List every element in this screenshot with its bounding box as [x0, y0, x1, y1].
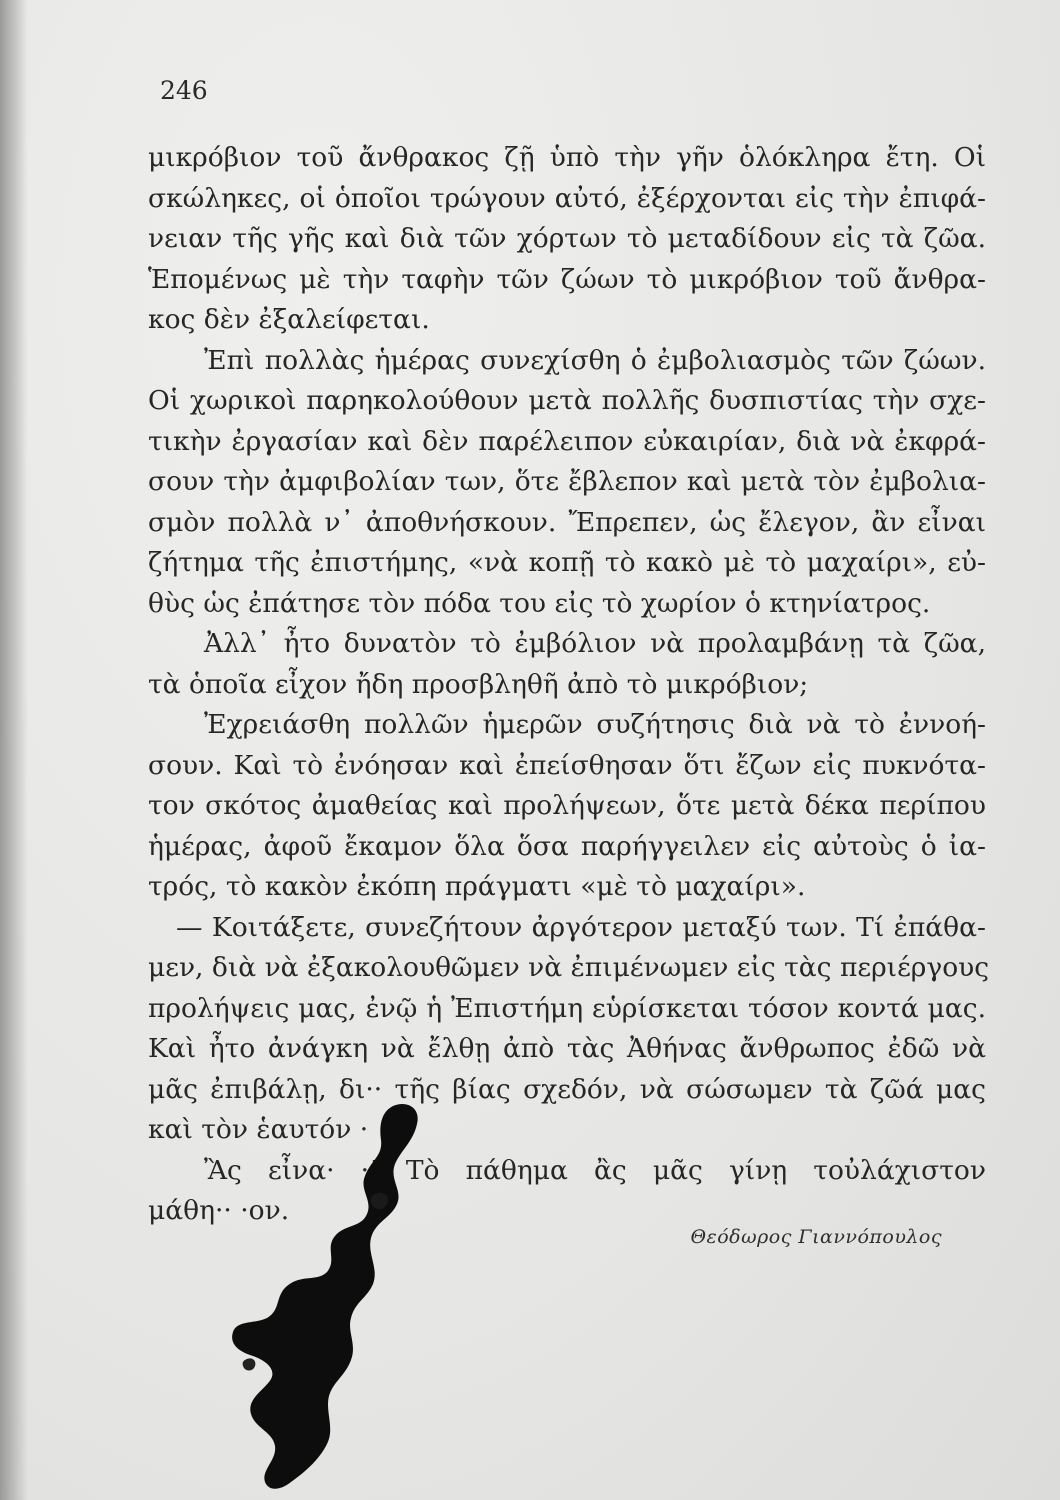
text-line: θὺς ὡς ἐπάτησε τὸν πόδα του εἰς τὸ χωρίον ὁ κτηνίατρος.	[148, 587, 931, 619]
text-line: μάθη·· ·ον.	[148, 1195, 290, 1226]
text-line: μεν, διὰ νὰ ἐξακολουθῶμεν νὰ ἐπιμένωμεν εἰς τὰς περιέργους	[148, 952, 990, 983]
body-text	[148, 138, 990, 1232]
text-line: Ἑπομένως μὲ τὴν ταφὴν τῶν ζώων τὸ μικρόβιον τοῦ ἄνθρα-	[148, 263, 986, 295]
text-line: Ἀλλ᾿ ἦτο δυνατὸν τὸ ἐμβόλιον νὰ προλαμβάνῃ τὰ ζῶα,	[204, 628, 986, 659]
text-line: κος δὲν ἐξαλείφεται.	[148, 304, 430, 335]
text-line: τον σκότος ἀμαθείας καὶ προλήψεων, ὅτε μετὰ δέκα περίπου	[148, 790, 986, 821]
text-line: προλήψεις μας, ἐνῷ ἡ Ἐπιστήμη εὑρίσκεται τόσον κοντά μας.	[148, 992, 986, 1024]
text-line: Ἂς εἶνα· ·! Τὸ πάθημα ἂς μᾶς γίνῃ τοὐλάχιστον	[204, 1154, 986, 1186]
text-line: σμὸν πολλὰ ν᾿ ἀποθνήσκουν. Ἔπρεπεν, ὡς ἔλεγον, ἂν εἶναι	[148, 506, 986, 538]
text-line: Ἐπὶ πολλὰς ἡμέρας συνεχίσθη ὁ ἐμβολιασμὸς τῶν ζώων.	[204, 344, 986, 376]
text-line: ζήτημα τῆς ἐπιστήμης, «νὰ κοπῇ τὸ κακὸ μὲ τὸ μαχαίρι», εὐ-	[148, 547, 986, 578]
text-line: Οἱ χωρικοὶ παρηκολούθουν μετὰ πολλῆς δυσπιστίας τὴν σχε-	[148, 385, 986, 416]
text-line: μικρόβιον τοῦ ἄνθρακος ζῇ ὑπὸ τὴν γῆν ὁλόκληρα ἔτη. Οἱ	[148, 142, 986, 173]
text-line: Καὶ ἦτο ἀνάγκη νὰ ἔλθῃ ἀπὸ τὰς Ἀθήνας ἄνθρωπος ἐδῶ νὰ	[148, 1033, 986, 1064]
ink-stain	[225, 1098, 435, 1498]
text-line: ἡμέρας, ἀφοῦ ἔκαμον ὅλα ὅσα παρήγγειλεν εἰς αὐτοὺς ὁ ἰα-	[148, 830, 986, 862]
text-line: τρός, τὸ κακὸν ἐκόπη πράγματι «μὲ τὸ μαχαίρι».	[148, 871, 806, 902]
author-signature: Θεόδωρος Γιαννόπουλος	[690, 1226, 942, 1248]
text-line: τὰ ὁποῖα εἶχον ἤδη προσβληθῆ ἀπὸ τὸ μικρόβιον;	[148, 668, 809, 700]
page-number: 246	[160, 76, 208, 105]
text-line: Ἐχρειάσθη πολλῶν ἡμερῶν συζήτησις διὰ νὰ τὸ ἐννοή-	[204, 709, 986, 740]
text-line: νειαν τῆς γῆς καὶ διὰ τῶν χόρτων τὸ μεταδίδουν εἰς τὰ ζῶα.	[148, 223, 986, 254]
text-line: μᾶς ἐπιβάλῃ, δι·· τῆς βίας σχεδόν, νὰ σώσωμεν τὰ ζῶά μας	[148, 1073, 986, 1105]
text-line: σουν τὴν ἀμφιβολίαν των, ὅτε ἔβλεπον καὶ μετὰ τὸν ἐμβολια-	[148, 466, 986, 497]
text-line: σκώληκες, οἱ ὁποῖοι τρώγουν αὐτό, ἐξέρχονται εἰς τὴν ἐπιφά-	[148, 182, 986, 214]
text-line: σουν. Καὶ τὸ ἐνόησαν καὶ ἐπείσθησαν ὅτι ἔζων εἰς πυκνότα-	[148, 749, 986, 781]
text-line: τικὴν ἐργασίαν καὶ δὲν παρέλειπον εὐκαιρίαν, διὰ νὰ ἐκφρά-	[148, 425, 986, 457]
text-line: καὶ τὸν ἑαυτόν ·	[148, 1114, 369, 1145]
binding-shadow	[0, 0, 28, 1500]
text-line: — Κοιτάξετε, συνεζήτουν ἀργότερον μεταξύ των. Τί ἐπάθα-	[176, 911, 986, 943]
